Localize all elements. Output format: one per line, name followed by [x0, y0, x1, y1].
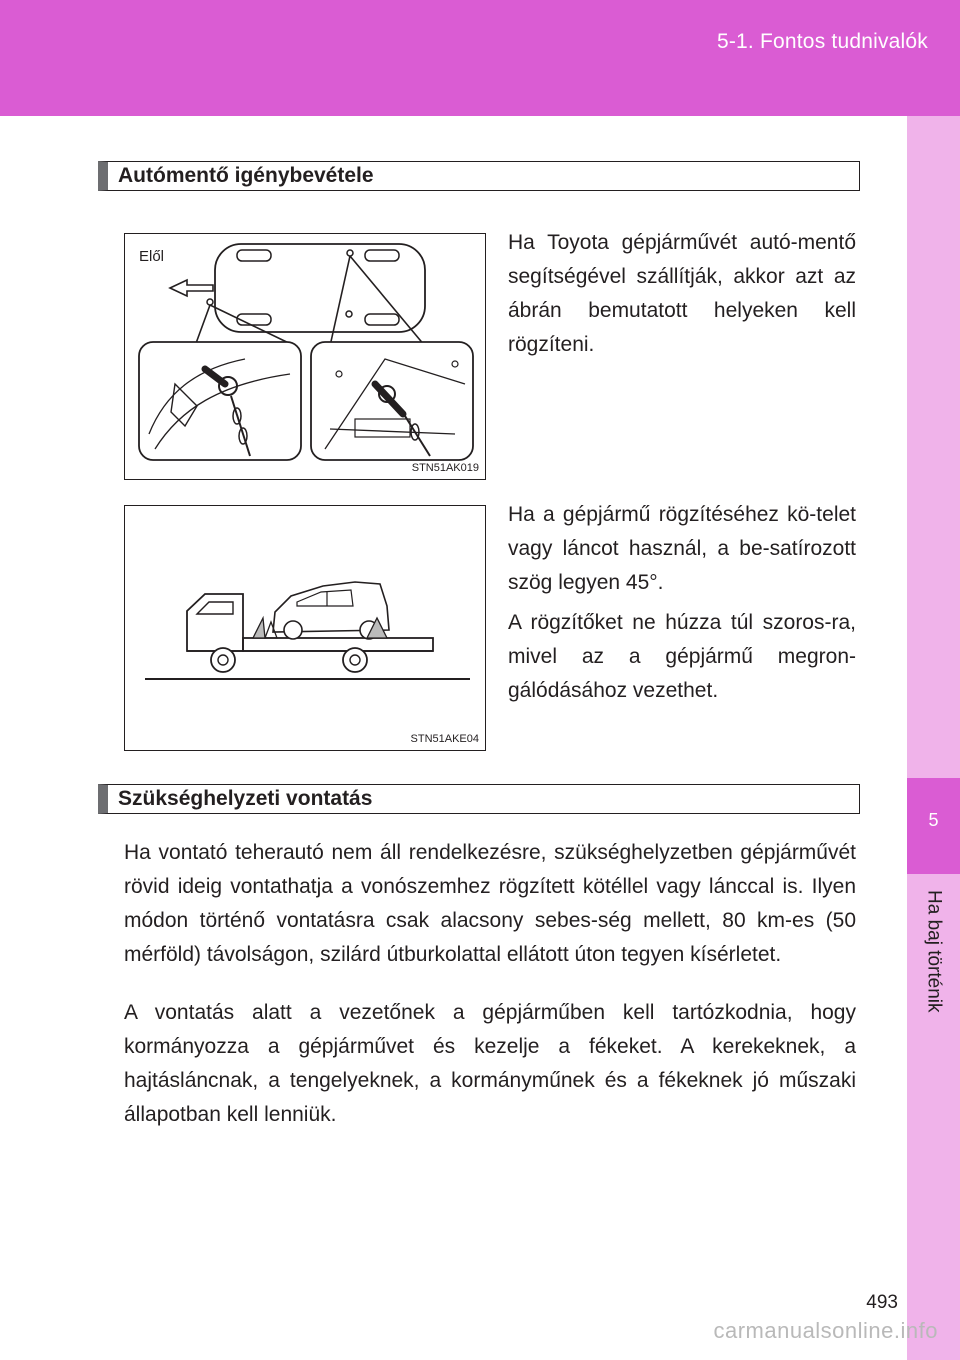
- watermark: carmanualsonline.info: [713, 1318, 938, 1343]
- header-section-title: 5-1. Fontos tudnivalók: [716, 30, 928, 53]
- page-number: 493: [866, 1292, 898, 1313]
- paragraph-rope-angle: Ha a gépjármű rögzítéséhez kö-telet vagy láncot használ, a be-satírozott szög legyen 45°.: [508, 503, 856, 594]
- flatbed-truck-illustration: [125, 506, 487, 752]
- figure-tie-down-points: [124, 233, 486, 480]
- figure-code: STN51AK019: [411, 462, 479, 474]
- section-title-emergency-towing: Szükséghelyzeti vontatás: [98, 784, 860, 814]
- side-tab-chapter-label: Ha baj történik: [923, 890, 945, 1013]
- figure-front-label: Elől: [139, 248, 165, 265]
- figure-code: STN51AKE04: [410, 733, 479, 745]
- side-tab-strip: [907, 116, 960, 1360]
- figure-truck-angle: [124, 505, 486, 751]
- header-band: [0, 0, 960, 116]
- side-tab-number: 5: [928, 810, 939, 830]
- paragraph-tie-down-points: Ha Toyota gépjárművét autó-mentő segítségével szállítják, akkor azt az ábrán bemutatott helyeken kell rögzíteni.: [508, 231, 856, 356]
- paragraph-emergency-towing: Ha vontató teherautó nem áll rendelkezésre, szükséghelyzetben gépjárművét rövid ideig vontathatja a vonószemhez rögzített kötéllel vagy lánccal is. Ilyen módon történő vontatásra csak alacsony sebes-ség mellett, 80 km-es (50 mérföld) távolságon, szilárd útburkolattal ellátott úton tegyen kísérletet.: [124, 841, 856, 966]
- paragraph-driver-requirements: A vontatás alatt a vezetőnek a gépjárműben kell tartózkodnia, hogy kormányozza a gépjárművet és kezelje a fékeket. A kerekeknek, a hajtásláncnak, a tengelyeknek, a kormányműnek és a fékeknek jó műszaki állapotban kell lenniük.: [124, 1001, 856, 1126]
- tie-down-illustration: [125, 234, 487, 481]
- paragraph-tighten-warning: A rögzítőket ne húzza túl szoros-ra, mivel az a gépjármű megron-gálódásához vezethet.: [508, 611, 856, 702]
- section-title-tow-truck: Autómentő igénybevétele: [98, 161, 860, 191]
